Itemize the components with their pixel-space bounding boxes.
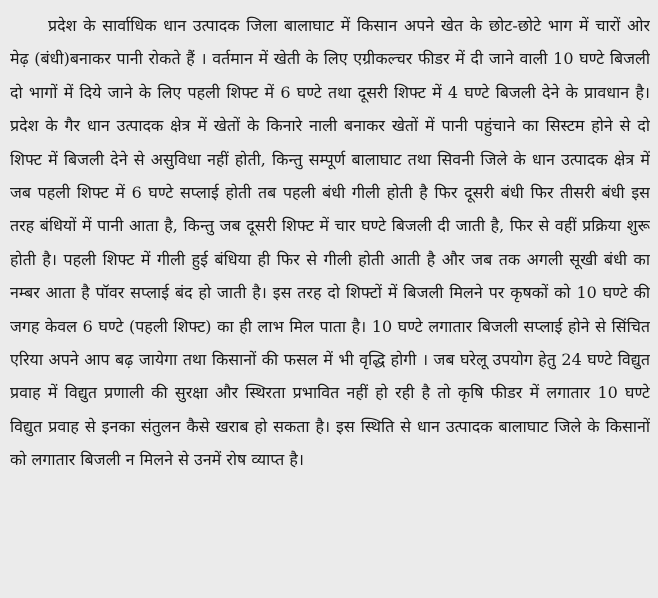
text-line-14: को लगातार बिजली न मिलने से उनमें रोष व्याप्त है।	[10, 450, 304, 470]
text-line-8: होती है। पहली शिफ्ट में गीली हुई बंधिया ही फिर से गीली होती आती है और जब तक अगली सूखी बंधी का	[10, 249, 650, 269]
text-line-13: विद्युत प्रवाह से इनका संतुलन कैसे खराब हो सकता है। इस स्थिति से धान उत्पादक बालाघाट जिले के किसानों	[10, 416, 650, 436]
text-line-9: नम्बर आता है पॉवर सप्लाई बंद हो जाती है। इस तरह दो शिफ्टों में बिजली मिलने पर कृषकों को 10 घण्टे की	[10, 283, 650, 303]
text-line-5: शिफ्ट में बिजली देने से असुविधा नहीं होती, किन्तु सम्पूर्ण बालाघाट तथा सिवनी जिले के धान उत्पादक क्षेत्र में	[10, 149, 650, 169]
text-line-10: जगह केवल 6 घण्टे (पहली शिफ्ट) का ही लाभ मिल पाता है। 10 घण्टे लगातार बिजली सप्लाई होने से सिंचित	[10, 316, 650, 336]
text-line-1: प्रदेश के सार्वाधिक धान उत्पादक जिला बालाघाट में किसान अपने खेत के छोट-छोटे भाग में चारों ओर	[48, 16, 650, 35]
text-line-12: प्रवाह में विद्युत प्रणाली की सुरक्षा और स्थिरता प्रभावित नहीं हो रही है तो कृषि फीडर में लगातार 10 घण्टे	[10, 383, 650, 403]
body-paragraph	[10, 9, 650, 476]
text-line-2: मेढ़ (बंधी)बनाकर पानी रोकते हैं । वर्तमान में खेती के लिए एग्रीकल्चर फीडर में दी जाने वाली 10 घण्टे बिजली	[10, 49, 650, 69]
text-line-4: प्रदेश के गैर धान उत्पादक क्षेत्र में खेतों के किनारे नाली बनाकर खेतों में पानी पहुंचाने का सिस्टम होने से दो	[10, 116, 650, 136]
text-line-3: दो भागों में दिये जाने के लिए पहली शिफ्ट में 6 घण्टे तथा दूसरी शिफ्ट में 4 घण्टे बिजली देने के प्रावधान है।	[10, 82, 650, 102]
text-line-11: एरिया अपने आप बढ़ जायेगा तथा किसानों की फसल में भी वृद्धि होगी । जब घरेलू उपयोग हेतु 24 घण्टे विद्युत	[10, 349, 650, 369]
text-line-7: तरह बंधियों में पानी आता है, किन्तु जब दूसरी शिफ्ट में चार घण्टे बिजली दी जाती है, फिर से वहीं प्रक्रिया शुरू	[10, 216, 650, 236]
text-line-6: जब पहली शिफ्ट में 6 घण्टे सप्लाई होती तब पहली बंधी गीली होती है फिर दूसरी बंधी फिर तीसरी बंधी इस	[10, 182, 650, 202]
